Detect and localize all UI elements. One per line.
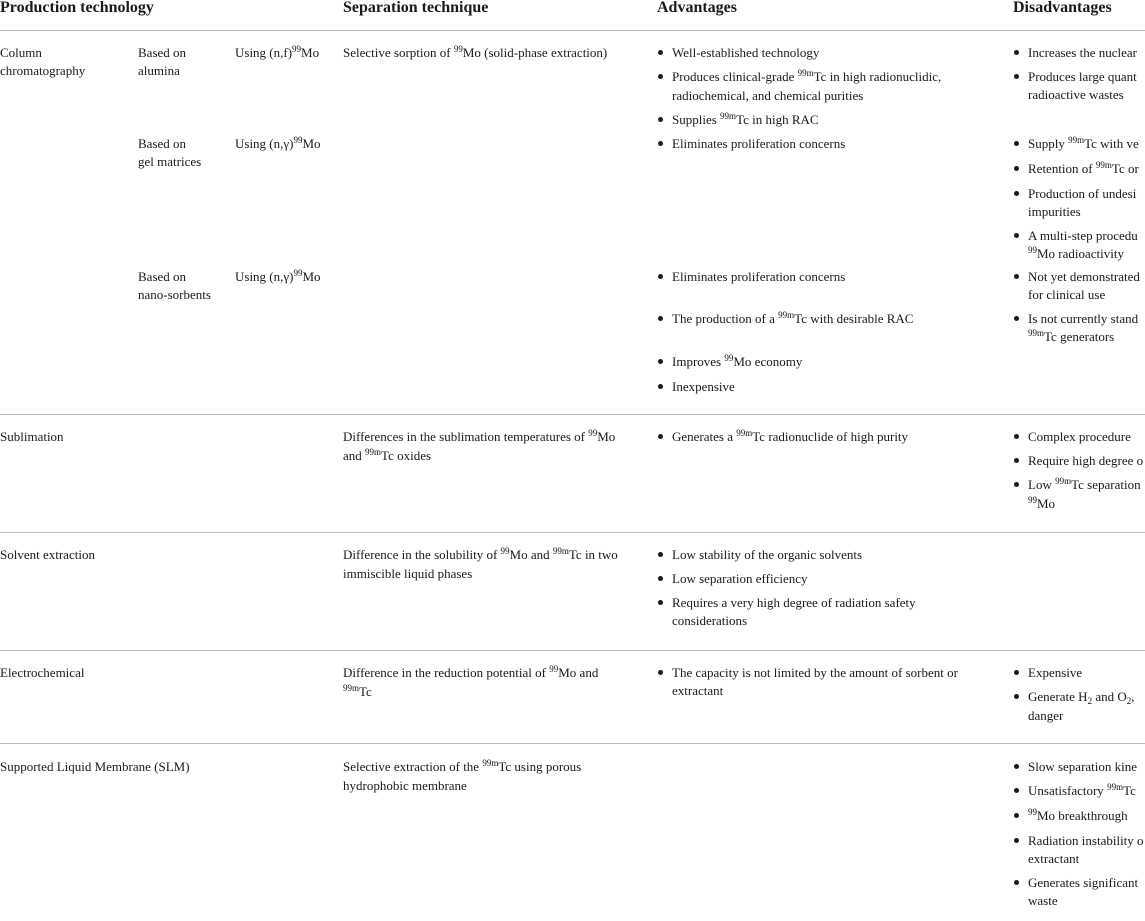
list-item: Is not currently stand $^{99m}$Tc generators — [1011, 310, 1145, 347]
row-rule — [0, 414, 1145, 415]
list-item: The production of a $^{99m}$Tc with desirable RAC — [655, 310, 985, 329]
list-item: Retention of $^{99m}$Tc or — [1011, 160, 1145, 179]
list-item: Produces clinical-grade $^{99m}$Tc in high radionuclidic, radiochemical, and chemical purities — [655, 68, 985, 105]
list-item: Slow separation kine — [1011, 758, 1145, 776]
list-item: Generate $H_2$ and $O_2$, danger — [1011, 688, 1145, 725]
using-gel: Using $(n,\gamma)^{99}Mo$ — [235, 135, 321, 151]
list-item: The capacity is not limited by the amount of sorbent or extractant — [655, 664, 995, 700]
list-item: Eliminates proliferation concerns — [655, 135, 985, 153]
list-item: Supplies $^{99m}$Tc in high RAC — [655, 111, 985, 130]
list-item: Supply $^{99m}$Tc with ve — [1011, 135, 1145, 154]
method-slm: Supported Liquid Membrane (SLM) — [0, 759, 190, 774]
sep-electrochemical: Difference in the reduction potential of $^{99}$Mo and $^{99m}$Tc — [343, 664, 599, 699]
method-solvent: Solvent extraction — [0, 547, 95, 562]
sep-sublimation: Differences in the sublimation temperatures of $^{99}$Mo and $^{99m}$Tc oxides — [343, 428, 616, 463]
base-alumina: Based on alumina — [138, 45, 187, 78]
dis-nano — [1011, 268, 1145, 353]
header-disadvantages: Disadvantages — [1013, 0, 1112, 16]
list-item: Low stability of the organic solvents — [655, 546, 985, 564]
list-item: Low separation efficiency — [655, 570, 985, 588]
header-advantages: Advantages — [657, 0, 738, 16]
list-item: Require high degree o — [1011, 452, 1145, 470]
list-item: Improves $^{99}$Mo economy — [655, 353, 985, 372]
list-item: Expensive — [1011, 664, 1145, 682]
list-item: Complex procedure — [1011, 428, 1145, 446]
dis-electrochemical — [1011, 664, 1145, 731]
row-rule — [0, 743, 1145, 744]
list-item: Increases the nuclear — [1011, 44, 1145, 62]
list-item: Radiation instability o extractant — [1011, 832, 1145, 868]
adv-nano — [655, 268, 985, 402]
sep-solvent: Difference in the solubility of $^{99}$Mo and $^{99m}$Tc in two immiscible liquid phases — [343, 546, 618, 581]
list-item: Eliminates proliferation concerns — [655, 268, 985, 286]
dis-sublimation — [1011, 428, 1145, 520]
dis-slm — [1011, 758, 1145, 916]
method-sublimation: Sublimation — [0, 429, 64, 444]
dis-alumina — [1011, 44, 1145, 110]
list-item: Inexpensive — [655, 378, 985, 396]
sep-slm: Selective extraction of the $^{99m}$Tc using porous hydrophobic membrane — [343, 758, 582, 793]
row-rule — [0, 532, 1145, 533]
sep-column: Selective sorption of $^{99}$Mo (solid-phase extraction) — [343, 44, 608, 60]
row-rule — [0, 650, 1145, 651]
list-item: Production of undesi impurities — [1011, 185, 1145, 221]
using-nano: Using $(n,\gamma)^{99}Mo$ — [235, 268, 321, 284]
list-item: Generates a $^{99m}$Tc radionuclide of high purity — [655, 428, 985, 447]
adv-solvent — [655, 546, 985, 636]
base-gel: Based on gel matrices — [138, 136, 202, 169]
method-column: Column chromatography — [0, 45, 86, 78]
list-item: Well-established technology — [655, 44, 985, 62]
header-rule — [0, 30, 1145, 31]
header-production: Production technology — [0, 0, 154, 16]
list-item: Not yet demonstrated for clinical use — [1011, 268, 1145, 304]
list-item: A multi-step procedu $^{99}$Mo radioactivity — [1011, 227, 1145, 264]
list-item: Unsatisfactory $^{99m}$Tc — [1011, 782, 1145, 801]
adv-electrochemical — [655, 664, 995, 706]
list-item: Low $^{99m}$Tc separation $^{99}$Mo — [1011, 476, 1145, 514]
dis-gel — [1011, 135, 1145, 270]
method-electrochemical: Electrochemical — [0, 665, 85, 680]
list-item: Produces large quant radioactive wastes — [1011, 68, 1145, 104]
adv-sublimation — [655, 428, 985, 453]
header-separation: Separation technique — [343, 0, 489, 16]
list-item: Generates significant waste — [1011, 874, 1145, 910]
adv-alumina — [655, 44, 985, 136]
using-alumina: Using $(n,f)^{99}Mo$ — [235, 44, 320, 60]
list-item: Requires a very high degree of radiation safety considerations — [655, 594, 985, 630]
base-nano: Based on nano-sorbents — [138, 269, 211, 302]
list-item: $^{99}$Mo breakthrough — [1011, 807, 1145, 826]
adv-gel — [655, 135, 985, 159]
